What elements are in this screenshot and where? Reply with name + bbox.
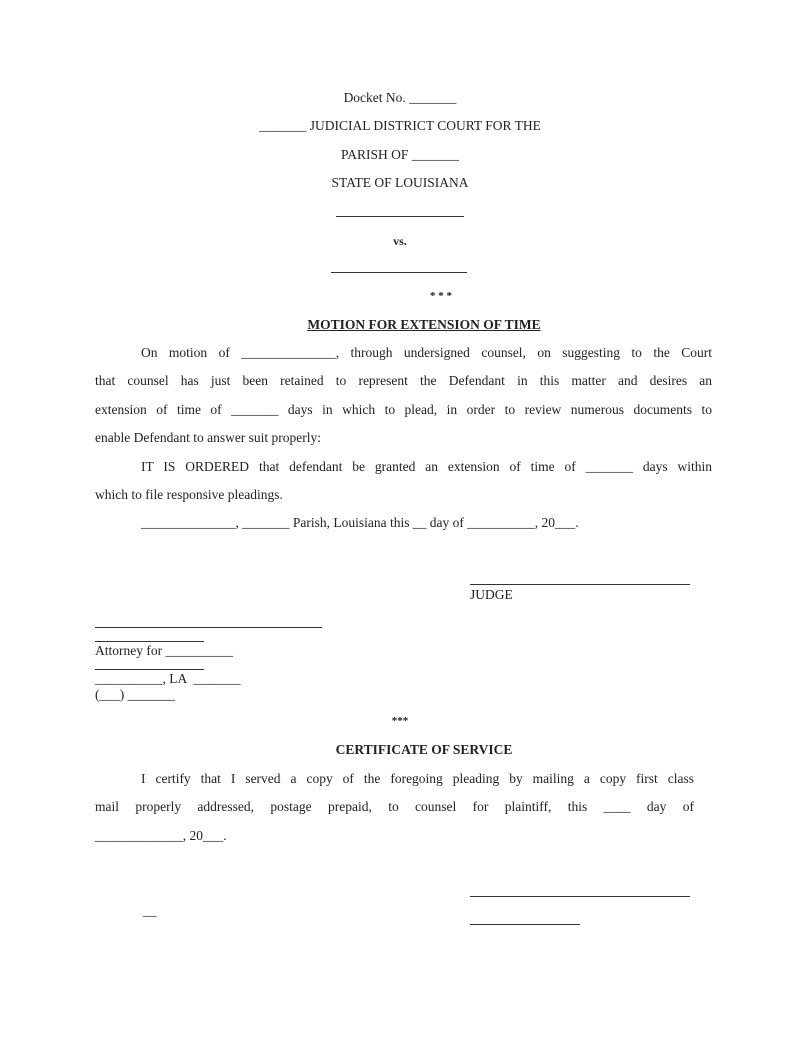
plaintiff-line	[336, 216, 464, 217]
phone-line: (___) _______	[95, 687, 175, 702]
certificate-line: I certify that I served a copy of the foregoing pleading by mailing a copy first class	[141, 771, 694, 786]
certificate-line: _____________, 20___.	[95, 828, 227, 843]
motion-line: On motion of ______________, through undersigned counsel, on suggesting to the Court	[141, 345, 712, 360]
state: STATE OF LOUISIANA	[331, 175, 469, 190]
parish: PARISH OF _______	[340, 147, 460, 162]
attorney-for: Attorney for __________	[95, 643, 233, 658]
judge-signature-line	[470, 584, 690, 585]
dash: __	[143, 903, 157, 918]
attorney-signature-line	[95, 627, 322, 628]
defendant-line	[331, 272, 467, 273]
motion-line: enable Defendant to answer suit properly:	[95, 430, 322, 445]
order-line: IT IS ORDERED that defendant be granted an extension of time of _______ days within	[141, 459, 712, 474]
motion-line: that counsel has just been retained to represent the Defendant in this matter and desires an	[95, 373, 712, 388]
dated-line: ______________, _______ Parish, Louisiana this __ day of __________, 20___.	[141, 515, 579, 530]
motion-title: MOTION FOR EXTENSION OF TIME	[307, 317, 541, 332]
court-name: _______ JUDICIAL DISTRICT COURT FOR THE	[259, 118, 541, 133]
certificate-line: mail properly addressed, postage prepaid, to counsel for plaintiff, this ____ day of	[95, 799, 694, 814]
certificate-name-line	[470, 924, 580, 925]
order-line: which to file responsive pleadings.	[95, 487, 283, 502]
docket-number: Docket No. _______	[343, 90, 457, 105]
versus: vs.	[393, 234, 407, 248]
certificate-title: CERTIFICATE OF SERVICE	[335, 742, 513, 757]
certificate-stars: ***	[391, 715, 409, 727]
judge-label: JUDGE	[470, 587, 513, 602]
separator-stars: * * *	[430, 290, 452, 302]
certificate-signature-line	[470, 896, 690, 897]
address-line	[95, 669, 204, 670]
motion-line: extension of time of _______ days in which to plead, in order to review numerous documents to	[95, 402, 712, 417]
city-line: __________, LA _______	[95, 671, 241, 686]
attorney-name-line	[95, 641, 204, 642]
